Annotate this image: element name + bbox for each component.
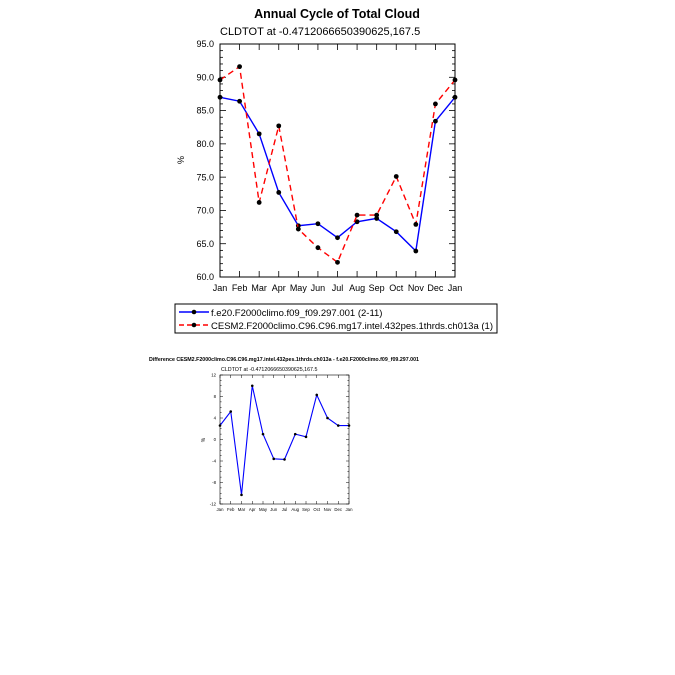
series-2-point	[218, 78, 223, 83]
x-tick-label: Dec	[427, 283, 444, 293]
series-1-point	[276, 190, 281, 195]
x-tick-label: Feb	[227, 507, 235, 512]
x-tick-label: Jun	[310, 283, 326, 293]
x-tick-label: Sep	[368, 283, 385, 293]
difference-chart-title: Difference CESM2.F2000climo.C96.C96.mg17.intel.432pes.1thrds.ch013a - f.e20.F2000climo.f09_f09.297.001	[149, 357, 419, 363]
x-tick-label: Jan	[212, 283, 228, 293]
series-2-point	[296, 227, 301, 232]
difference-series-group	[219, 384, 351, 496]
series-1-point	[316, 221, 321, 226]
y-tick-label: 0	[213, 437, 216, 443]
legend-label-series-1: f.e20.F2000climo.f09_f09.297.001 (2-11)	[211, 308, 383, 319]
x-tick-label: Mar	[237, 507, 246, 512]
series-1-point	[326, 417, 329, 420]
series-1-point	[413, 249, 418, 254]
y-tick-label: 65.0	[196, 238, 214, 249]
series-line-1	[220, 386, 349, 495]
main-chart-subtitle: CLDTOT at -0.4712066650390625,167.5	[220, 26, 421, 38]
x-tick-label: Jul	[331, 283, 344, 293]
x-tick-label: Apr	[248, 507, 256, 512]
series-2-point	[276, 123, 281, 128]
series-1-point	[240, 494, 243, 497]
x-tick-label: Feb	[231, 283, 248, 293]
series-2-point	[374, 213, 379, 218]
y-tick-label: 70.0	[196, 205, 214, 216]
y-tick-label: 12	[211, 372, 216, 378]
legend-label-series-2: CESM2.F2000climo.C96.C96.mg17.intel.432pes.1thrds.ch013a (1)	[211, 321, 493, 332]
series-2-point	[335, 260, 340, 265]
x-tick-label: Aug	[349, 283, 366, 293]
difference-chart-ylabel: %	[201, 437, 207, 443]
series-2-point	[316, 245, 321, 250]
y-tick-label: -12	[209, 501, 216, 507]
x-tick-label: Aug	[291, 507, 300, 512]
y-tick-label: 95.0	[196, 39, 214, 50]
y-tick-label: 8	[213, 394, 216, 400]
series-1-point	[348, 424, 351, 427]
main-axes	[196, 39, 462, 293]
x-tick-label: Jun	[270, 507, 278, 512]
difference-chart-subtitle: CLDTOT at -0.4712066650390625,167.5	[221, 367, 318, 373]
difference-axes	[210, 373, 353, 512]
series-1-point	[262, 433, 265, 436]
series-1-point	[433, 119, 438, 124]
main-chart-title: Annual Cycle of Total Cloud	[254, 7, 420, 21]
x-tick-label: Dec	[334, 507, 343, 512]
series-1-point	[257, 131, 262, 136]
series-1-point	[219, 424, 222, 427]
series-1-point	[229, 410, 232, 413]
x-tick-label: Jan	[447, 283, 463, 293]
series-1-point	[315, 394, 318, 397]
plot-frame	[220, 44, 455, 277]
series-1-point	[453, 95, 458, 100]
legend-marker-series-2	[192, 323, 197, 328]
x-tick-label: Oct	[389, 283, 404, 293]
y-tick-label: 80.0	[196, 139, 214, 150]
main-chart	[176, 7, 462, 293]
series-1-point	[337, 424, 340, 427]
x-tick-label: Jul	[281, 507, 288, 512]
series-1-point	[218, 95, 223, 100]
x-tick-label: Nov	[407, 283, 424, 293]
series-2-point	[413, 222, 418, 227]
legend	[175, 304, 497, 333]
series-2-point	[355, 213, 360, 218]
series-1-point	[237, 99, 242, 104]
y-tick-label: -4	[212, 458, 216, 464]
series-2-point	[237, 64, 242, 69]
x-tick-label: Oct	[313, 507, 321, 512]
legend-marker-series-1	[192, 310, 197, 315]
series-1-point	[251, 384, 254, 387]
y-tick-label: 60.0	[196, 272, 214, 283]
x-tick-label: Mar	[251, 283, 267, 293]
x-tick-label: Jan	[345, 507, 353, 512]
x-tick-label: Nov	[323, 507, 332, 512]
y-tick-label: -8	[212, 480, 216, 486]
series-2-point	[453, 78, 458, 83]
x-tick-label: May	[289, 283, 307, 293]
series-1-point	[294, 433, 297, 436]
series-2-point	[394, 174, 399, 179]
y-tick-label: 4	[213, 415, 216, 421]
difference-chart	[149, 357, 419, 512]
plot-frame	[220, 375, 349, 504]
x-tick-label: Apr	[271, 283, 286, 293]
x-tick-label: May	[258, 507, 268, 512]
main-series-group	[218, 64, 458, 265]
x-tick-label: Sep	[302, 507, 310, 512]
series-1-point	[283, 458, 286, 461]
y-tick-label: 75.0	[196, 172, 214, 183]
series-1-point	[305, 436, 308, 439]
main-chart-ylabel: %	[176, 155, 186, 165]
y-tick-label: 90.0	[196, 72, 214, 83]
series-line-2	[220, 67, 455, 263]
series-1-point	[394, 229, 399, 234]
series-2-point	[433, 102, 438, 107]
y-tick-label: 85.0	[196, 105, 214, 116]
series-1-point	[272, 458, 275, 461]
series-1-point	[335, 235, 340, 240]
x-tick-label: Jan	[216, 507, 224, 512]
series-2-point	[257, 200, 262, 205]
